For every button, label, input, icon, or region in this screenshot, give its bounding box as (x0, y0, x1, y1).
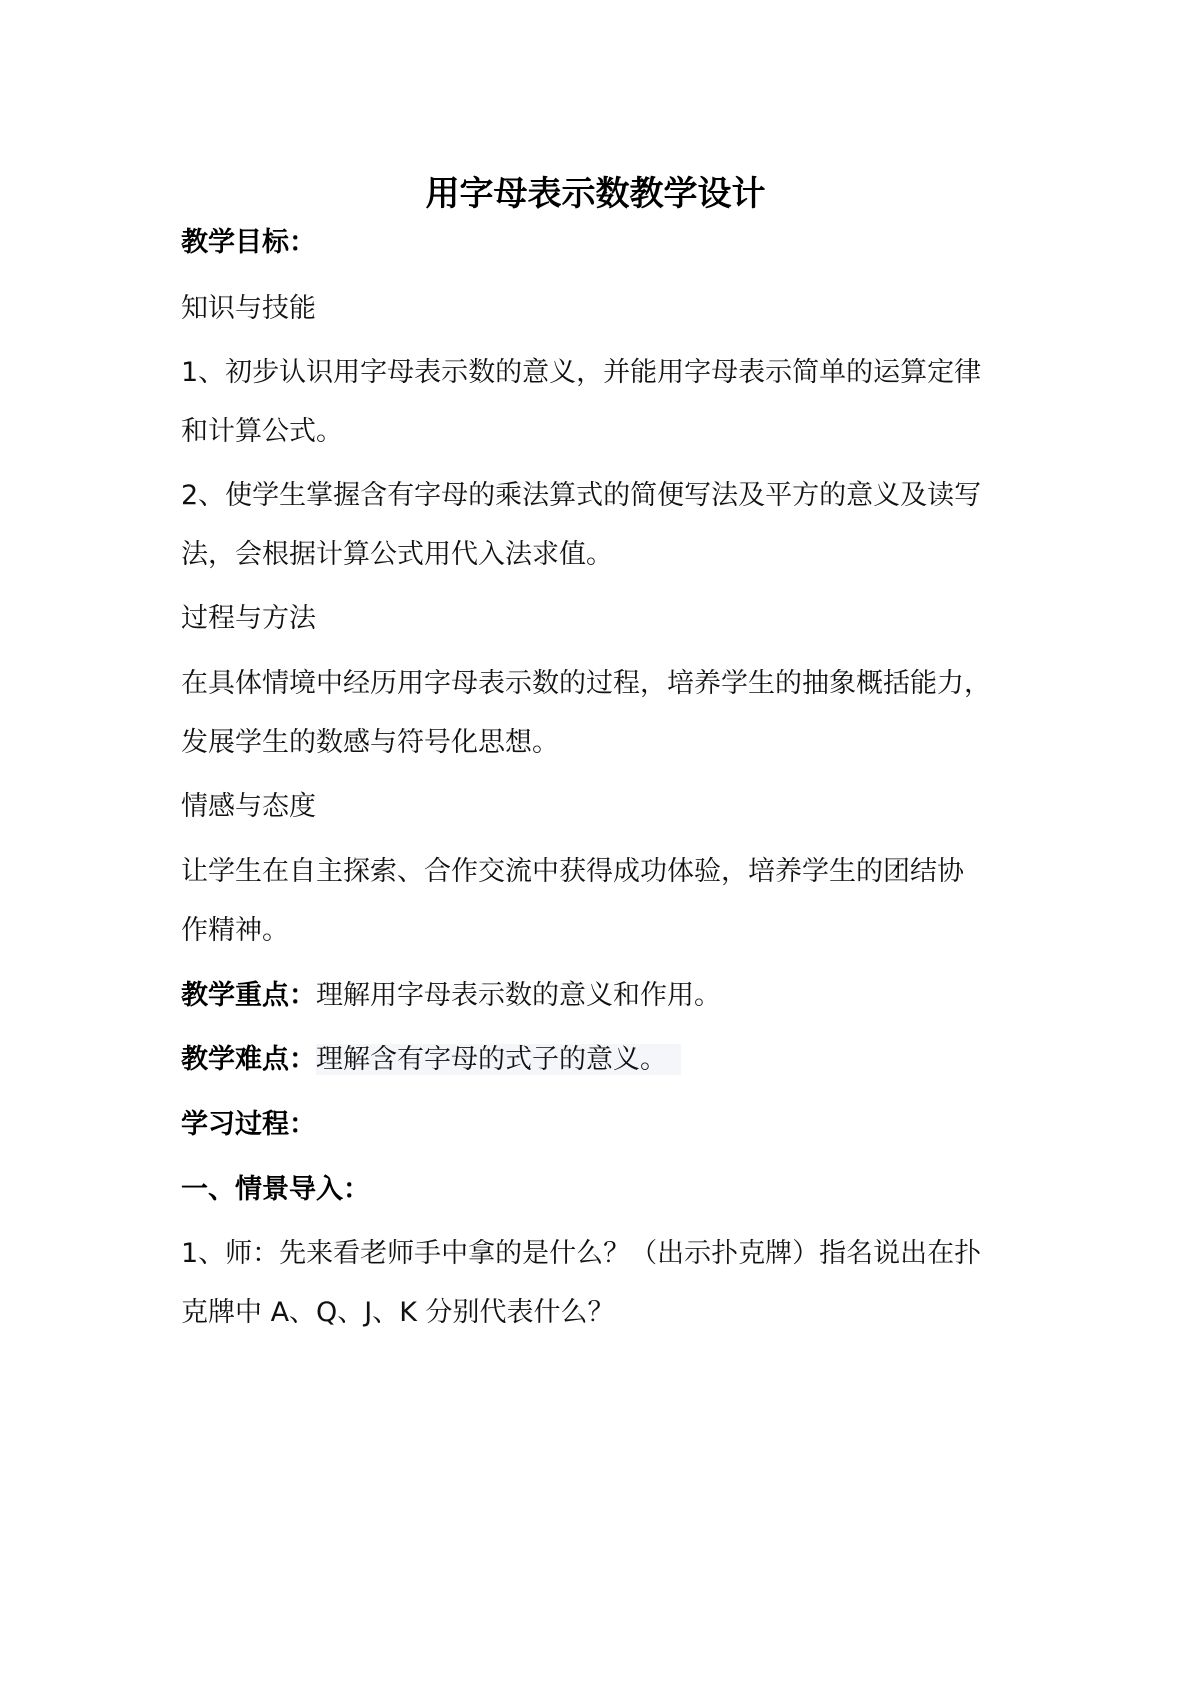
objectives-heading: 教学目标： (181, 227, 316, 258)
difficulty-label: 教学难点： (181, 1044, 316, 1075)
process-line-2: 发展学生的数感与符号化思想。 (181, 727, 559, 758)
process-heading: 过程与方法 (181, 603, 316, 634)
objective-item-2-line-1: 2、使学生掌握含有字母的乘法算式的简便写法及平方的意义及读写 (181, 480, 982, 511)
emotion-heading: 情感与态度 (181, 791, 316, 822)
key-point-line (181, 978, 721, 1014)
key-point-label: 教学重点： (181, 980, 316, 1011)
section-1-line-2: 克牌中 A、Q、J、K 分别代表什么？ (181, 1297, 615, 1328)
section-1-heading: 一、情景导入： (181, 1174, 370, 1205)
section-1-line-1: 1、师：先来看老师手中拿的是什么？（出示扑克牌）指名说出在扑 (181, 1238, 982, 1269)
objective-item-1-line-1: 1、初步认识用字母表示数的意义，并能用字母表示简单的运算定律 (181, 357, 982, 388)
process-line-1: 在具体情境中经历用字母表示数的过程，培养学生的抽象概括能力， (181, 668, 991, 699)
difficulty-line (181, 1042, 681, 1078)
difficulty-text: 理解含有字母的式子的意义。 (316, 1044, 681, 1075)
knowledge-heading: 知识与技能 (181, 293, 316, 324)
objective-item-2-line-2: 法，会根据计算公式用代入法求值。 (181, 539, 613, 570)
key-point-text: 理解用字母表示数的意义和作用。 (316, 980, 721, 1011)
objective-item-1-line-2: 和计算公式。 (181, 416, 343, 447)
learning-process-heading: 学习过程： (181, 1109, 316, 1140)
emotion-line-2: 作精神。 (181, 915, 289, 946)
document-title: 用字母表示数教学设计 (425, 174, 766, 214)
emotion-line-1: 让学生在自主探索、合作交流中获得成功体验，培养学生的团结协 (181, 856, 964, 887)
